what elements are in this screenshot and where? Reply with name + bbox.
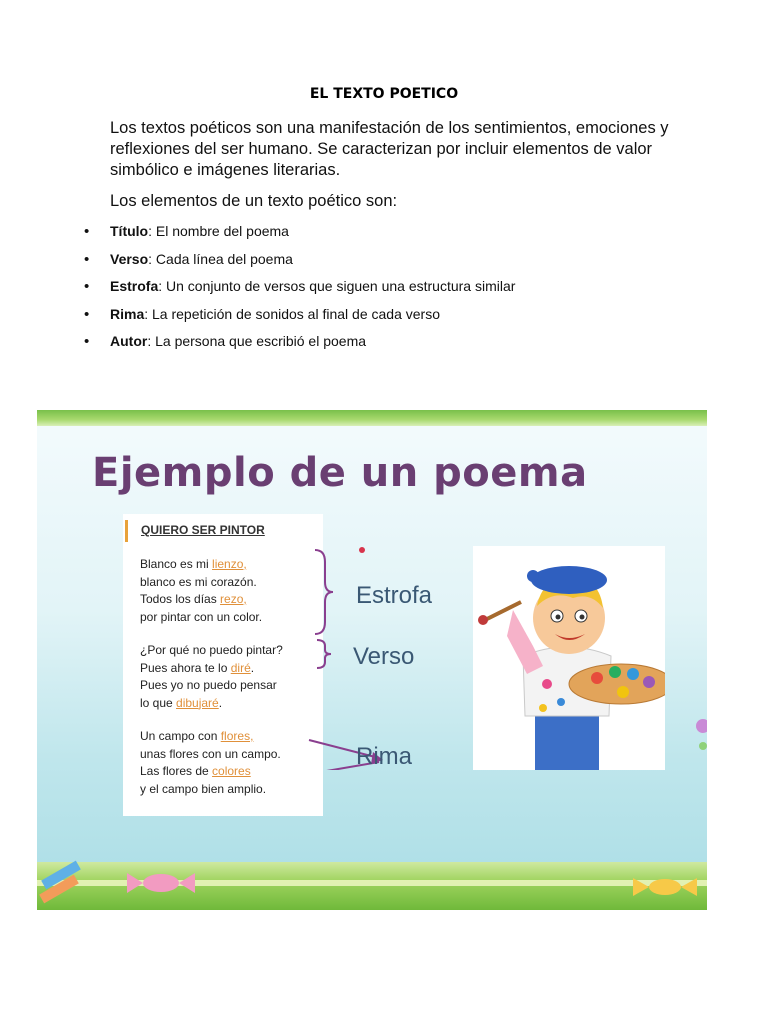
list-item <box>84 303 515 331</box>
estrofa-brace-icon <box>315 550 333 634</box>
slide-title: Ejemplo de un poema <box>92 450 588 496</box>
poem-line-text: lo que <box>140 695 177 710</box>
element-term: Autor <box>110 333 148 349</box>
poem-line-text: ¿Por qué no puedo pintar? <box>140 643 283 657</box>
element-desc: : Cada línea del poema <box>148 250 293 267</box>
intro-paragraph: Los textos poéticos son una manifestación de los sentimientos, emociones y reflexiones del ser humano. Se caracterizan por incluir elementos de valor simbólico e imágenes literarias. <box>110 119 669 179</box>
poem-line <box>140 556 262 574</box>
poem-line <box>140 677 283 695</box>
list-item <box>84 220 515 248</box>
rhyme-word: lienzo, <box>212 557 247 571</box>
element-term: Rima <box>110 305 145 322</box>
poem-line-text: Un campo con <box>140 729 221 743</box>
poem-line-end: . <box>218 695 223 710</box>
list-item <box>84 275 515 303</box>
poem-line <box>140 609 262 627</box>
rhyme-word: diré <box>230 660 251 675</box>
elements-list <box>84 220 515 358</box>
poem-line <box>140 660 283 678</box>
element-term: Título <box>110 223 149 239</box>
bullet-icon: • <box>84 305 90 323</box>
element-desc: : Un conjunto de versos que siguen una estructura similar <box>158 278 516 294</box>
poem-line <box>140 746 281 764</box>
stanza-3 <box>140 728 281 798</box>
flower-icon <box>691 716 707 752</box>
poem-title-marker <box>125 520 128 542</box>
candy-icon <box>121 868 201 898</box>
slide-top-band <box>37 410 707 426</box>
element-term: Verso <box>110 250 149 267</box>
poem-line-text: Todos los días <box>140 592 221 606</box>
rhyme-word: dibujaré <box>176 695 219 710</box>
poem-line-text: unas flores con un campo. <box>140 746 281 761</box>
poem-line-text: por pintar con un color. <box>140 609 263 624</box>
painter-boy-card <box>473 546 665 770</box>
element-desc: : La persona que escribió el poema <box>147 333 367 349</box>
bullet-icon: • <box>84 223 90 240</box>
poem-line-text: Blanco es mi <box>140 557 213 571</box>
poem-example-image <box>37 410 707 910</box>
poem-line <box>140 591 262 609</box>
label-estrofa: Estrofa <box>356 582 433 609</box>
candy-icon <box>627 874 703 900</box>
pencils-icon <box>37 850 85 910</box>
stanza-1 <box>140 556 262 626</box>
list-item <box>84 248 515 276</box>
label-rima: Rima <box>356 743 413 770</box>
poem-line-text: Las flores de <box>140 764 213 778</box>
poem-line <box>140 763 281 781</box>
element-desc: : La repetición de sonidos al final de cada verso <box>144 305 440 322</box>
document-title: EL TEXTO POETICO <box>309 86 459 102</box>
bullet-icon: • <box>84 250 90 268</box>
poem-title: QUIERO SER PINTOR <box>141 523 265 537</box>
list-item <box>84 330 515 358</box>
label-verso: Verso <box>353 643 415 670</box>
poem-line <box>140 695 283 713</box>
poem-line-text: y el campo bien amplio. <box>140 781 267 796</box>
stanza-2 <box>140 642 283 712</box>
element-desc: : El nombre del poema <box>148 223 289 239</box>
rhyme-word: rezo, <box>220 592 247 606</box>
poem-line <box>140 574 262 592</box>
bullet-icon: • <box>84 333 90 350</box>
elements-heading: Los elementos de un texto poético son: <box>110 192 398 210</box>
rhyme-word: colores <box>212 764 251 778</box>
poem-line-end: . <box>250 660 255 675</box>
verso-brace-icon <box>317 640 331 668</box>
rhyme-word: flores, <box>220 729 254 743</box>
bullet-icon: • <box>84 278 90 295</box>
poem-line-text: Pues ahora te lo <box>140 660 231 675</box>
element-term: Estrofa <box>110 278 159 294</box>
poem-line <box>140 642 283 660</box>
poem-line <box>140 728 281 746</box>
poem-line-text: blanco es mi corazón. <box>140 574 257 589</box>
poem-line <box>140 781 281 799</box>
poem-line-text: Pues yo no puedo pensar <box>140 678 277 692</box>
painter-boy-icon <box>473 546 665 770</box>
